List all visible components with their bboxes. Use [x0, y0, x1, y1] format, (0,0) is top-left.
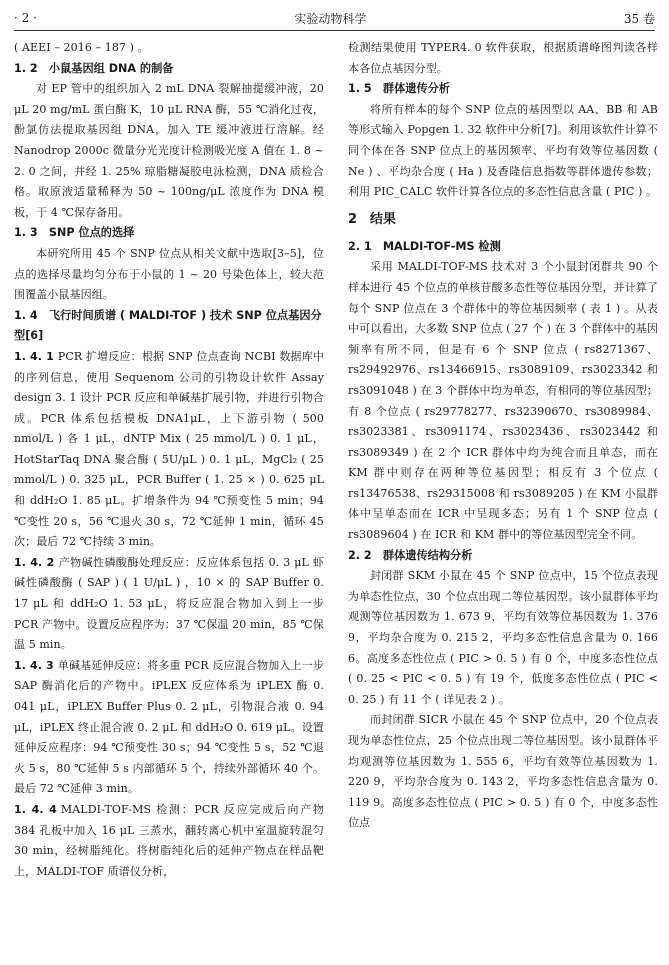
paragraph-continued: 检测结果使用 TYPER4. 0 软件获取，根据质谱峰图判读各样本各位点基因分型。 [348, 41, 658, 75]
paragraph-population-genetics: 将所有样本的每个 SNP 位点的基因型以 AA、BB 和 AB 等形式输入 Popgen 1. 32 软件中分析[7]。利用该软件计算不同个体在各 SNP 位点上的基因频率、平均有效等位基因数 ( Ne ) 、平均杂合度 ( Ha ) 及香隆信息指数等群体遗传参数；利用 PIC_CALC 软件计算各位点的多态性信息含量 ( PIC ) 。 [348, 102, 658, 199]
page-number: · 2 · [14, 11, 37, 25]
section-heading-1-2: 1. 2 小鼠基因组 DNA 的制备 [14, 61, 174, 75]
subsection-number: 1. 4. 1 [14, 349, 54, 363]
section-heading-2-2: 2. 2 群体遗传结构分析 [348, 548, 473, 562]
section-heading-1-3: 1. 3 SNP 位点的选择 [14, 226, 135, 240]
paragraph-maldi-results: 采用 MALDI-TOF-MS 技术对 3 个小鼠封闭群共 90 个样本进行 45 个位点的单核苷酸多态性等位基因分型，并计算了每个 SNP 位点在 3 个群体中的等位基因频率 ( 表 1 ) 。从表中可以看出，大多数 SNP 位点 ( 27 个 ) 在 3 个群体中的基因频率有所不同，但是有 6 个 SNP 位点 ( rs8271367、rs29492976、rs13466915、rs3089109、rs3023342 和 rs3091048 ) 在 3 个群体中均为单态，有相同的等位基因型；有 8 个位点 ( rs29778277、rs32390670、rs3089984、rs3023381、rs3091174、rs3023436、rs3023442 和 rs3089349 ) 在 2 个 ICR 群体中均为纯合而且单态，而在 KM 群中则存在两种等位基因型；相反有 3 个位点 ( rs13476538、rs29315008 和 rs3089205 ) 在 KM 小鼠群体中呈单态而在 ICR 中呈现多态；另有 1 个 SNP 位点 ( rs3089604 ) 在 ICR 和 KM 群中的等位基因型完全不同。 [348, 260, 658, 542]
paragraph-1-4-3 [14, 656, 324, 800]
paragraph-skm-structure: 封闭群 SKM 小鼠在 45 个 SNP 位点中，15 个位点表现为单态性位点，30 个位点出现二等位基因型。该小鼠群体平均观测等位基因数为 1. 673 9，平均有效等位基因数为 1. 376 9，平均杂合度为 0. 215 2，平均多态性信息含量为 0. 166 6。高度多态性位点 ( PIC > 0. 5 ) 有 0 个，中度多态性位点 ( 0. 25 < PIC < 0. 5 ) 有 19 个，低度多态性位点 ( PIC < 0. 25 ) 有 11 个 ( 详见表 2 ) 。 [348, 569, 658, 706]
left-column [14, 38, 324, 882]
journal-title: 实验动物科学 [294, 11, 367, 26]
ethics-number: ( AEEI – 2016 – 187 ) 。 [14, 41, 149, 54]
paragraph-sicr-structure: 而封闭群 SICR 小鼠在 45 个 SNP 位点中，20 个位点表现为单态性位点，25 个位点出现二等位基因型。该小鼠群体平均观测等位基因数为 1. 555 6，平均有效等位基因数为 1. 220 9，平均杂合度为 0. 143 2，平均多态性信息含量为 0. 119 9。高度多态性位点 ( PIC > 0. 5 ) 有 0 个，中度多态性位点 [348, 713, 658, 830]
section-heading-1-4: 1. 4 飞行时间质谱 ( MALDI-TOF ) 技术 SNP 位点基因分型[6] [14, 308, 322, 343]
right-column [348, 38, 658, 834]
section-heading-2-1: 2. 1 MALDI-TOF-MS 检测 [348, 239, 501, 253]
paragraph-dna-prep: 对 EP 管中的组织加入 2 mL DNA 裂解抽提缓冲液，20 μL 20 mg/mL 蛋白酶 K，10 μL RNA 酶，55 ℃消化过夜，酚氯仿法提取基因组 DNA，加入 TE 缓冲液进行溶解。经 Nanodrop 2000c 微量分光光度计检测吸光度 A 值在 1. 8 ~ 2. 0 之间，并经 1. 25% 琼脂糖凝胶电泳检测，DNA 质检合格。取原液适量稀释为 50 ~ 100ng/μL 浓度作为 DNA 模板，于 4 ℃保存备用。 [14, 82, 324, 219]
paragraph-1-4-4 [14, 800, 324, 882]
page-header [14, 6, 655, 31]
subsection-number: 1. 4. 4 [14, 802, 57, 816]
paragraph-text: 产物碱性磷酸酶处理反应：反应体系包括 0. 3 μL 虾碱性磷酸酶 ( SAP ) ( 1 U/μL ) ，10 × 的 SAP Buffer 0. 17 μL 和 ddH₂O 1. 53 μL，将反应混合物加入到上一步 PCR 产物中。设置反应程序为：37 ℃保温 20 min，85 ℃保温 5 min。 [14, 555, 324, 652]
paragraph-1-4-1 [14, 347, 324, 553]
section-heading-results: 2 结果 [348, 211, 397, 227]
subsection-number: 1. 4. 2 [14, 555, 55, 569]
paragraph-1-4-2 [14, 553, 324, 656]
section-heading-1-5: 1. 5 群体遗传分析 [348, 82, 451, 96]
paragraph-text: 单碱基延伸反应：将多重 PCR 反应混合物加入上一步 SAP 酶消化后的产物中。iPLEX 反应体系为 iPLEX 酶 0. 041 μL，iPLEX Buffer Plus 0. 2 μL，引物混合液 0. 94 μL，iPLEX 终止混合液 0. 2 μL 和 ddH₂O 0. 619 μL。设置延伸反应程序：94 ℃预变性 30 s；94 ℃变性 5 s，52 ℃退火 5 s，80 ℃延伸 5 s 内部循环 5 个，持续外部循环 40 个。最后 72 ℃延伸 3 min。 [14, 658, 324, 796]
paragraph-text: MALDI-TOF-MS 检测：PCR 反应完成后向产物 384 孔板中加入 16 μL 三蒸水，翻转离心机中室温旋转混匀 30 min，经树脂纯化。将树脂纯化后的延伸产物点在样品靶上，MALDI-TOF 质谱仪分析， [14, 802, 324, 878]
subsection-number: 1. 4. 3 [14, 658, 54, 672]
paragraph-snp-selection: 本研究所用 45 个 SNP 位点从相关文献中选取[3–5]，位点的选择尽量均匀分布于小鼠的 1 ~ 20 号染色体上，较大范围覆盖小鼠基因组。 [14, 246, 324, 302]
volume-label: 35 卷 [623, 11, 655, 26]
paragraph-text: PCR 扩增反应：根据 SNP 位点查询 NCBI 数据库中的序列信息，使用 Sequenom 公司的引物设计软件 Assay design 3. 1 设计 PCR 反应和单碱基扩展引物，并进行引物合成。PCR 体系包括模板 DNA1μL，上下游引物 ( 500 nmol/L ) 各 1 μL，dNTP Mix ( 25 mmol/L ) 0. 1 μL，HotStarTaq DNA 聚合酶 ( 5U/μL ) 0. 1 μL，MgCl₂ ( 25 mmol/L ) 0. 325 μL，PCR Buffer ( 1. 25 × ) 0. 625 μL 和 ddH₂O 1. 85 μL。扩增条件为 94 ℃预变性 5 min；94 ℃变性 20 s，56 ℃退火 30 s，72 ℃延伸 1 min，循环 45 次；最后 72 ℃持续 3 min。 [14, 349, 324, 549]
